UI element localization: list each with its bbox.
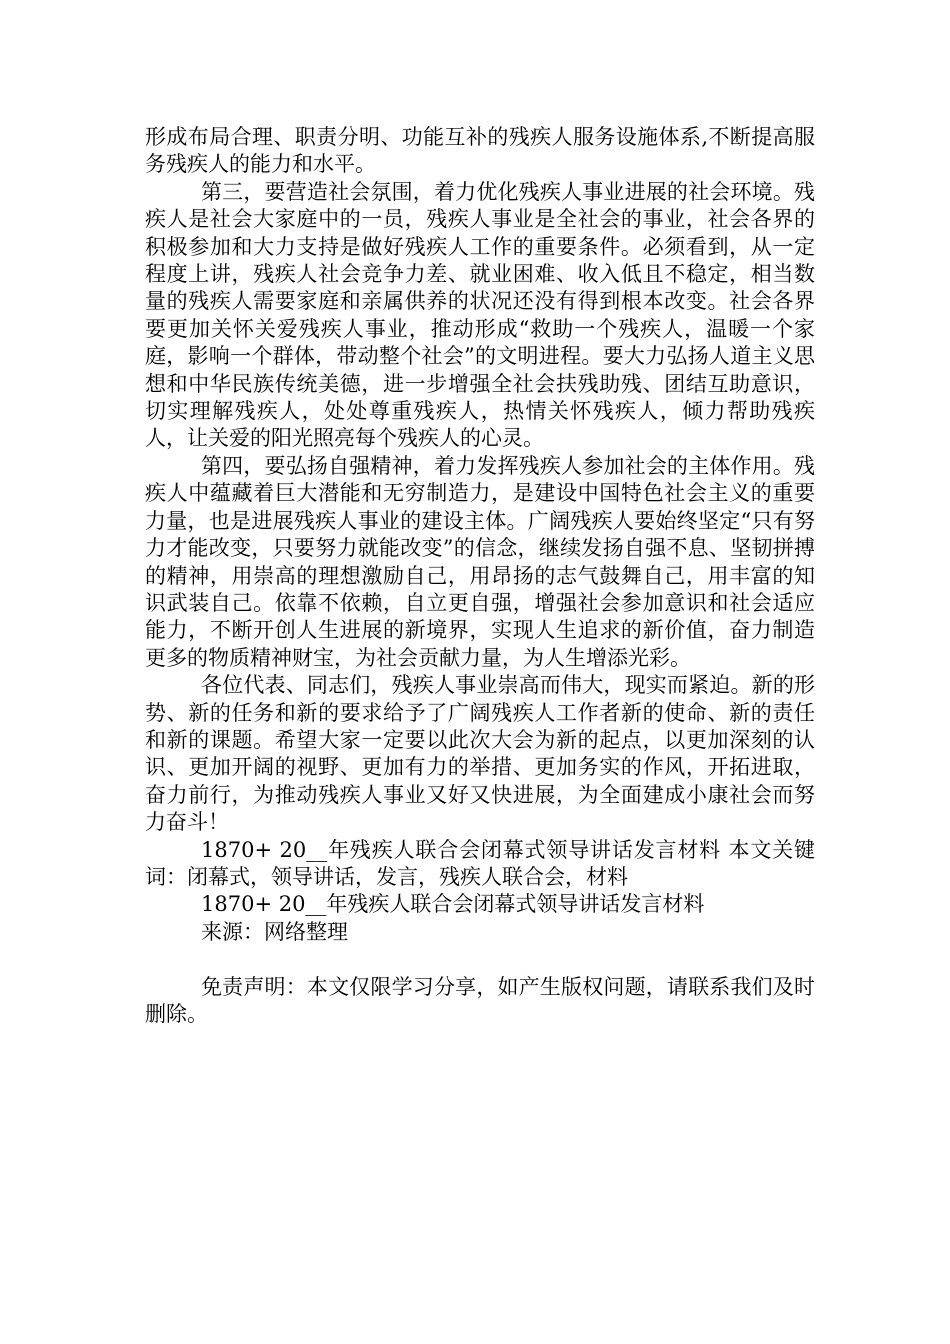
paragraph-disclaimer: 免责声明：本文仅限学习分享，如产生版权问题，请联系我们及时删除。 bbox=[145, 974, 815, 1026]
paragraph-third-point: 第三，要营造社会氛围，着力优化残疾人事业进展的社会环境。残疾人是社会大家庭中的一员，残疾人事业是全社会的事业，社会各界的积极参加和大力支持是做好残疾人工作的重要条件。必须看到，从一定程度上讲，残疾人社会竞争力差、就业困难、收入低且不稳定，相当数量的残疾人需要家庭和亲属供养的状况还没有得到根本改变。社会各界要更加关怀关爱残疾人事业，推动形成“救助一个残疾人，温暖一个家庭，影响一个群体，带动整个社会”的文明进程。要大力弘扬人道主义思想和中华民族传统美德，进一步增强全社会扶残助残、团结互助意识，切实理解残疾人，处处尊重残疾人，热情关怀残疾人，倾力帮助残疾人，让关爱的阳光照亮每个残疾人的心灵。 bbox=[145, 179, 815, 451]
paragraph-title-repeat: 1870+ 20__年残疾人联合会闭幕式领导讲话发言材料 bbox=[201, 892, 705, 917]
paragraph-closing-remarks: 各位代表、同志们，残疾人事业崇高而伟大，现实而紧迫。新的形势、新的任务和新的要求给予了广阔残疾人工作者新的使命、新的责任和新的课题。希望大家一定要以此次大会为新的起点，以更加深刻的认识、更加开阔的视野、更加有力的举措、更加务实的作风，开拓进取，奋力前行，为推动残疾人事业又好又快进展，为全面建成小康社会而努力奋斗！ bbox=[145, 673, 815, 835]
document-page bbox=[145, 124, 815, 1028]
paragraph-source: 来源：网络整理 bbox=[201, 919, 348, 944]
blank-line bbox=[145, 946, 815, 973]
paragraph-fourth-point: 第四，要弘扬自强精神，着力发挥残疾人参加社会的主体作用。残疾人中蕴藏着巨大潜能和无穷制造力，是建设中国特色社会主义的重要力量，也是进展残疾人事业的建设主体。广阔残疾人要始终坚定“只有努力才能改变，只要努力就能改变”的信念，继续发扬自强不息、坚韧拼搏的精神，用崇高的理想激励自己，用昂扬的志气鼓舞自己，用丰富的知识武装自己。依靠不依赖，自立更自强，增强社会参加意识和社会适应能力，不断开创人生进展的新境界，实现人生追求的新价值，奋力制造更多的物质精神财宝，为社会贡献力量，为人生增添光彩。 bbox=[145, 453, 815, 670]
paragraph-keywords: 1870+ 20__年残疾人联合会闭幕式领导讲话发言材料 本文关键词：闭幕式，领导讲话，发言，残疾人联合会，材料 bbox=[145, 837, 815, 889]
paragraph-facilities: 形成布局合理、职责分明、功能互补的残疾人服务设施体系,不断提高服务残疾人的能力和水平。 bbox=[145, 125, 815, 177]
